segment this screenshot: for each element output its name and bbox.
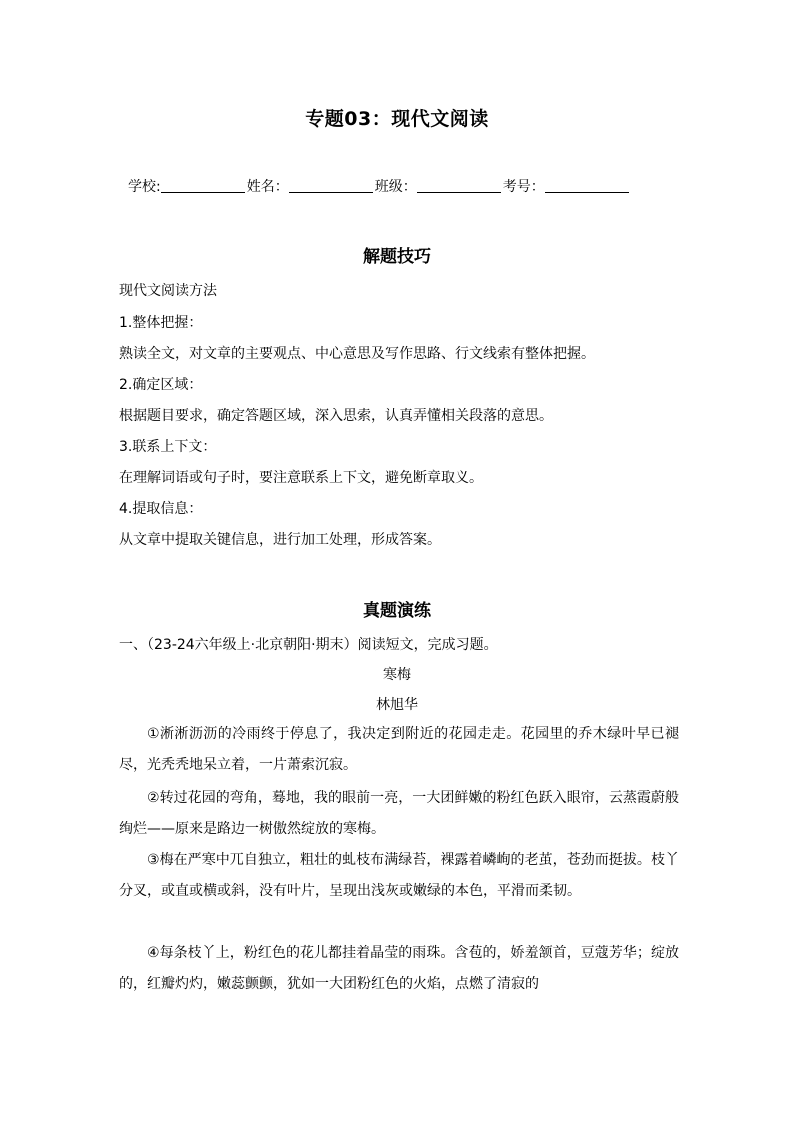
skills-intro: 现代文阅读方法 [119,283,217,299]
class-blank[interactable] [417,178,501,193]
practice-heading: 真题演练 [363,601,431,621]
article-title: 寒梅 [383,667,411,683]
name-label: 姓名： [246,179,289,195]
school-blank[interactable] [161,178,245,193]
skill-text-4: 从文章中提取关键信息，进行加工处理，形成答案。 [119,532,441,548]
article-paragraph-2: ②转过花园的弯角，蓦地，我的眼前一亮，一大团鲜嫩的粉红色跃入眼帘，云蒸霞蔚般绚烂——原来是路边一树傲然绽放的寒梅。 [119,790,679,837]
skill-label-1: 1.整体把握： [119,315,203,331]
skill-label-2: 2.确定区域： [119,377,203,393]
skill-label-3: 3.联系上下文： [119,439,217,455]
article-paragraph-4: ④每条枝丫上，粉红色的花儿都挂着晶莹的雨珠。含苞的，娇羞颔首，豆蔻芳华；绽放的，红瓣灼灼，嫩蕊颤颤，犹如一大团粉红色的火焰，点燃了清寂的 [119,945,679,992]
name-blank[interactable] [289,178,373,193]
school-label: 学校: [128,179,161,195]
question-prompt: 一、（23-24六年级上·北京朝阳·期末）阅读短文，完成习题。 [119,637,498,653]
class-label: 班级： [374,179,417,195]
student-info-line [128,176,631,196]
skill-text-2: 根据题目要求，确定答题区域，深入思索，认真弄懂相关段落的意思。 [119,408,553,424]
article-paragraph-3: ③梅在严寒中兀自独立，粗壮的虬枝布满绿苔，裸露着嶙峋的老茧，苍劲而挺拔。枝丫分叉，或直或横或斜，没有叶片，呈现出浅灰或嫩绿的本色，平滑而柔韧。 [119,852,679,899]
article-paragraph-1: ①淅淅沥沥的冷雨终于停息了，我决定到附近的花园走走。花园里的乔木绿叶早已褪尽，光秃秃地呆立着，一片萧索沉寂。 [119,726,679,773]
exam-number-label: 考号： [502,179,545,195]
page-title: 专题03：现代文阅读 [305,108,489,130]
skill-text-1: 熟读全文，对文章的主要观点、中心意思及写作思路、行文线索有整体把握。 [119,346,595,362]
skills-heading: 解题技巧 [363,247,431,267]
article-author: 林旭华 [376,697,418,713]
skill-label-4: 4.提取信息： [119,501,203,517]
skill-text-3: 在理解词语或句子时，要注意联系上下文，避免断章取义。 [119,470,483,486]
exam-number-blank[interactable] [545,178,629,193]
